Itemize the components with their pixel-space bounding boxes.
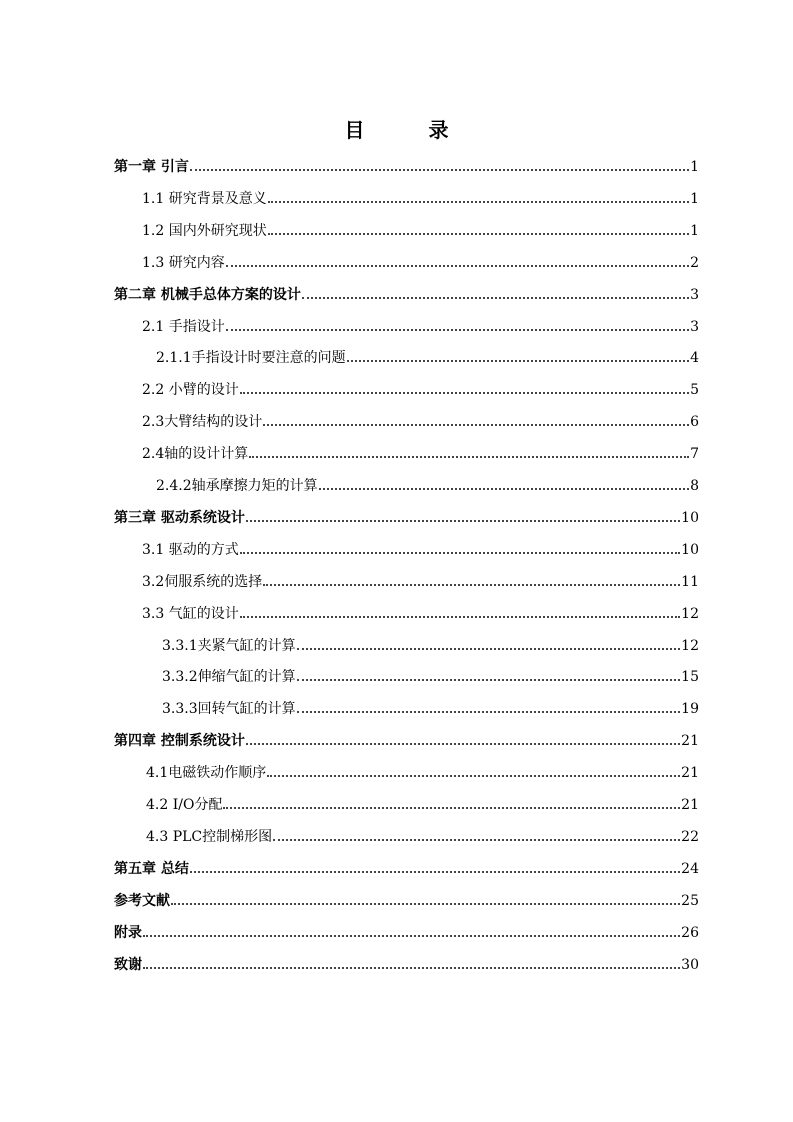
toc-dot-leader [240, 392, 689, 394]
toc-entry-label: 1.1 研究背景及意义 [142, 191, 267, 207]
toc-entry-label: 2.3大臂结构的设计 [142, 414, 263, 430]
toc-entry[interactable] [114, 501, 699, 527]
toc-entry-page: 1 [690, 159, 699, 175]
toc-entry-label: 3.3.2伸缩气缸的计算 [162, 669, 296, 685]
toc-entry-label: 2.4.2轴承摩擦力矩的计算 [156, 478, 318, 494]
toc-entry-label: 第二章 机械手总体方案的设计 [114, 287, 301, 303]
toc-dot-leader [226, 329, 689, 331]
toc-entry-page: 10 [681, 510, 699, 526]
toc-entry[interactable] [114, 948, 699, 974]
toc-dot-leader [190, 871, 680, 873]
toc-entry-page: 22 [681, 829, 699, 845]
toc-entry-page: 5 [690, 382, 699, 398]
toc-entry[interactable] [142, 405, 699, 431]
toc-dot-leader [171, 903, 680, 905]
toc-entry-page: 8 [690, 478, 699, 494]
toc-entry[interactable] [114, 150, 699, 176]
toc-entry-page: 1 [690, 223, 699, 239]
toc-dot-leader [223, 807, 680, 809]
toc-entry[interactable] [142, 565, 699, 591]
toc-entry-label: 3.2伺服系统的选择 [142, 574, 263, 590]
toc-entry[interactable] [146, 820, 699, 846]
toc-dot-leader [263, 584, 680, 586]
toc-dot-leader [268, 201, 689, 203]
toc-entry-label: 3.3 气缸的设计 [142, 606, 239, 622]
toc-entry-page: 26 [681, 925, 699, 941]
toc-entry-page: 30 [681, 957, 699, 973]
toc-dot-leader [143, 967, 680, 969]
toc-entry-label: 3.1 驱动的方式 [142, 542, 239, 558]
toc-entry-label: 3.3.3回转气缸的计算 [162, 701, 296, 717]
toc-entry-page: 10 [681, 542, 699, 558]
toc-entry-page: 12 [681, 638, 699, 654]
toc-entry-label: 第五章 总结 [114, 861, 189, 877]
toc-entry-label: 2.2 小臂的设计 [142, 382, 239, 398]
toc-entry-page: 19 [681, 701, 699, 717]
toc-entry-page: 12 [681, 606, 699, 622]
toc-dot-leader [246, 743, 680, 745]
toc-entry-label: 1.3 研究内容 [142, 255, 225, 271]
toc-entry-page: 4 [690, 350, 699, 366]
toc-dot-leader [143, 935, 680, 937]
toc-entry[interactable] [142, 214, 699, 240]
toc-entry[interactable] [142, 437, 699, 463]
toc-entry-label: 4.3 PLC控制梯形图 [146, 829, 273, 845]
toc-entry-page: 25 [681, 893, 699, 909]
toc-entry-label: 第一章 引言 [114, 159, 189, 175]
toc-entry[interactable] [114, 724, 699, 750]
toc-dot-leader [240, 616, 680, 618]
toc-entry-page: 15 [681, 669, 699, 685]
toc-dot-leader [249, 456, 689, 458]
toc-dot-leader [319, 488, 689, 490]
toc-entry[interactable] [156, 341, 699, 367]
toc-entry-label: 1.2 国内外研究现状 [142, 223, 267, 239]
toc-dot-leader [297, 679, 681, 681]
toc-dot-leader [302, 297, 689, 299]
toc-entry[interactable] [114, 884, 699, 910]
toc-entry-page: 3 [690, 287, 699, 303]
toc-dot-leader [347, 360, 689, 362]
toc-entry-page: 1 [690, 191, 699, 207]
toc-dot-leader [273, 839, 680, 841]
toc-entry[interactable] [146, 788, 699, 814]
toc-entry[interactable] [162, 660, 699, 686]
toc-dot-leader [297, 648, 681, 650]
toc-entry-page: 11 [681, 574, 699, 590]
toc-entry[interactable] [156, 469, 699, 495]
toc-entry-page: 7 [690, 446, 699, 462]
toc-entry-page: 21 [681, 797, 699, 813]
toc-entry-label: 2.1 手指设计 [142, 319, 225, 335]
toc-entry[interactable] [146, 756, 699, 782]
toc-entry-label: 2.1.1手指设计时要注意的问题 [156, 350, 346, 366]
toc-entry-label: 参考文献 [114, 893, 170, 909]
toc-entry[interactable] [142, 310, 699, 336]
toc-entry-label: 2.4轴的设计计算 [142, 446, 249, 462]
toc-entry-label: 第三章 驱动系统设计 [114, 510, 245, 526]
toc-dot-leader [240, 552, 680, 554]
toc-dot-leader [263, 424, 689, 426]
toc-entry-label: 4.2 I/O分配 [146, 797, 223, 813]
toc-dot-leader [226, 265, 689, 267]
toc-title: 目 录 [344, 118, 471, 142]
toc-entry[interactable] [142, 533, 699, 559]
toc-entry-page: 21 [681, 765, 699, 781]
toc-entry-page: 21 [681, 733, 699, 749]
toc-entry[interactable] [142, 182, 699, 208]
toc-entry-label: 附录 [114, 925, 142, 941]
toc-entry-label: 致谢 [114, 957, 142, 973]
toc-dot-leader [297, 711, 681, 713]
toc-entry-label: 第四章 控制系统设计 [114, 733, 245, 749]
toc-entry[interactable] [142, 373, 699, 399]
toc-entry[interactable] [162, 692, 699, 718]
toc-entry-page: 3 [690, 319, 699, 335]
toc-dot-leader [268, 233, 689, 235]
toc-dot-leader [246, 520, 680, 522]
toc-entry-label: 4.1电磁铁动作顺序 [146, 765, 267, 781]
toc-entry-page: 2 [690, 255, 699, 271]
toc-entry[interactable] [142, 246, 699, 272]
toc-entry[interactable] [162, 629, 699, 655]
toc-dot-leader [190, 169, 689, 171]
toc-dot-leader [267, 775, 680, 777]
toc-entry[interactable] [114, 916, 699, 942]
toc-entry-page: 6 [690, 414, 699, 430]
toc-entry[interactable] [114, 278, 699, 304]
toc-entry-label: 3.3.1夹紧气缸的计算 [162, 638, 296, 654]
toc-entry[interactable] [114, 852, 699, 878]
toc-entry[interactable] [142, 597, 699, 623]
toc-entry-page: 24 [681, 861, 699, 877]
